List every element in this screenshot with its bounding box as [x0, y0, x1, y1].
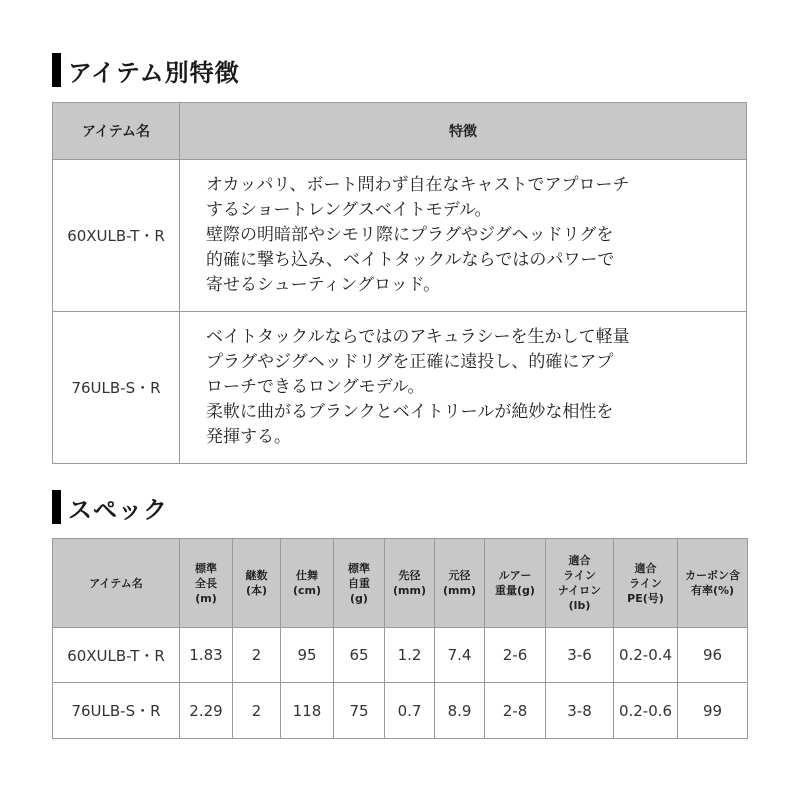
description-line: ローチできるロングモデル。 [206, 377, 425, 397]
spec-header-closed-length [281, 539, 334, 628]
spec-cell-pieces: 2 [233, 683, 281, 739]
spec-header-lure-weight [485, 539, 546, 628]
spec-header-line: 元径 [448, 569, 471, 582]
spec-header-pe-line [614, 539, 678, 628]
features-description [180, 160, 747, 312]
spec-cell-weight: 75 [334, 683, 385, 739]
features-row [53, 312, 747, 464]
description-line: 発揮する。 [206, 427, 291, 447]
spec-cell-tip-diameter: 0.7 [385, 683, 435, 739]
spec-header-weight [334, 539, 385, 628]
features-description [180, 312, 747, 464]
spec-header-nylon-line [546, 539, 614, 628]
description-line: プラグやジグヘッドリグを正確に遠投し、的確にアプ [206, 352, 614, 372]
description-line: 的確に撃ち込み、ベイトタックルならではのパワーで [206, 250, 615, 270]
spec-header-line: (mm) [393, 584, 426, 597]
description-line: オカッパリ、ボート問わず自在なキャストでアプローチ [206, 175, 630, 195]
spec-cell-closed-length: 118 [281, 683, 334, 739]
spec-header-line: ルアー [498, 569, 532, 582]
features-header-item-name: アイテム名 [53, 103, 180, 160]
description-line: 寄せるシューティングロッド。 [206, 275, 441, 295]
description-line: 柔軟に曲がるブランクとベイトリールが絶妙な相性を [206, 402, 614, 422]
spec-cell-carbon-content: 99 [678, 683, 748, 739]
spec-row [53, 628, 748, 683]
features-item-name: 60XULB-T・R [53, 160, 180, 312]
spec-header-line: (cm) [292, 584, 322, 597]
spec-header-line: PE(号) [627, 591, 664, 605]
spec-header-butt-diameter [435, 539, 485, 628]
spec-cell-butt-diameter: 7.4 [435, 628, 485, 683]
features-title: アイテム別特徴 [68, 58, 240, 87]
spec-cell-lure-weight: 2-6 [485, 628, 546, 683]
spec-cell-weight: 65 [334, 628, 385, 683]
spec-header-line: カーボン含 [685, 569, 740, 582]
spec-cell-butt-diameter: 8.9 [435, 683, 485, 739]
spec-header-line: 標準 [348, 561, 370, 575]
spec-header-carbon-content [678, 539, 748, 628]
spec-header-line: ナイロン [557, 584, 602, 597]
spec-header-tip-diameter [385, 539, 435, 628]
spec-cell-nylon-line: 3-6 [546, 628, 614, 683]
spec-header-row [53, 539, 748, 628]
spec-header-line: 自重 [348, 576, 370, 590]
spec-header-line: 継数 [245, 569, 268, 582]
spec-header-line: 全長 [195, 576, 217, 590]
spec-title: スペック [68, 495, 168, 524]
spec-header-line: 適合 [634, 561, 657, 575]
spec-cell-length: 1.83 [180, 628, 233, 683]
spec-header-line: (mm) [443, 584, 476, 597]
spec-cell-item-name: 60XULB-T・R [53, 628, 180, 683]
spec-cell-pe-line: 0.2-0.6 [614, 683, 678, 739]
spec-header-line: ライン [629, 576, 662, 590]
features-heading [52, 52, 240, 88]
description-line: するショートレングスベイトモデル。 [206, 200, 492, 220]
spec-header-pieces [233, 539, 281, 628]
heading-bar [52, 490, 61, 524]
spec-cell-length: 2.29 [180, 683, 233, 739]
spec-header-length [180, 539, 233, 628]
spec-header-line: ライン [563, 569, 596, 582]
spec-heading [52, 489, 168, 525]
spec-header-line: アイテム名 [89, 576, 143, 590]
spec-cell-item-name: 76ULB-S・R [53, 683, 180, 739]
features-row [53, 160, 747, 312]
spec-cell-lure-weight: 2-8 [485, 683, 546, 739]
description-line: 壁際の明暗部やシモリ際にプラグやジグヘッドリグを [206, 225, 614, 245]
spec-header-line: 仕舞 [296, 569, 318, 582]
features-table [52, 102, 747, 464]
spec-row [53, 683, 748, 739]
spec-header-line: 標準 [195, 561, 217, 575]
spec-cell-carbon-content: 96 [678, 628, 748, 683]
features-header-features: 特徴 [180, 103, 747, 160]
spec-table [52, 538, 748, 739]
spec-header-line: (g) [350, 591, 368, 605]
spec-header-item-name [53, 539, 180, 628]
spec-header-line: (m) [195, 591, 217, 605]
spec-cell-nylon-line: 3-8 [546, 683, 614, 739]
features-header-row [53, 103, 747, 160]
spec-header-line: (lb) [568, 599, 591, 612]
spec-cell-pe-line: 0.2-0.4 [614, 628, 678, 683]
spec-header-line: 有率(%) [690, 584, 735, 597]
spec-header-line: 先径 [398, 569, 421, 582]
spec-cell-pieces: 2 [233, 628, 281, 683]
spec-header-line: 重量(g) [495, 584, 535, 597]
spec-header-line: 適合 [568, 554, 591, 567]
spec-cell-closed-length: 95 [281, 628, 334, 683]
spec-cell-tip-diameter: 1.2 [385, 628, 435, 683]
heading-bar [52, 53, 61, 87]
features-item-name: 76ULB-S・R [53, 312, 180, 464]
description-line: ベイトタックルならではのアキュラシーを生かして軽量 [206, 327, 630, 347]
spec-header-line: (本) [245, 584, 268, 597]
